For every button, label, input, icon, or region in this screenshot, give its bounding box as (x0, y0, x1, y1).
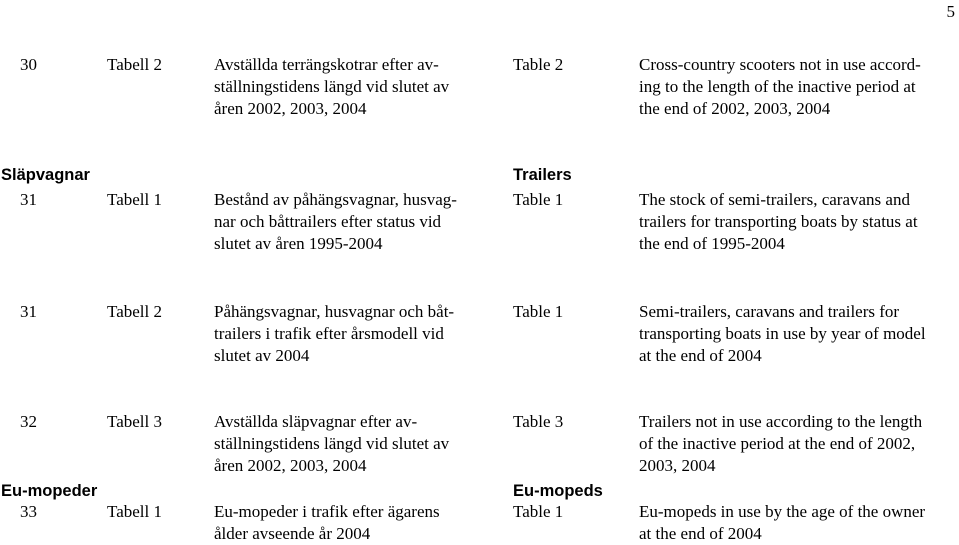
entry-page-number: 30 (20, 55, 37, 74)
entry-page-number: 31 (20, 302, 37, 321)
sv-title-line: åren 2002, 2003, 2004 (214, 456, 367, 475)
entry-page-number: 33 (20, 502, 37, 521)
sv-title-line: ålder avseende år 2004 (214, 524, 371, 543)
en-title-line: Trailers not in use according to the length (639, 412, 923, 431)
entry-page-number: 32 (20, 412, 37, 431)
entry-en-table-label: Table 1 (513, 502, 564, 521)
en-title-line: at the end of 2004 (639, 524, 762, 543)
entry-en-title (639, 54, 921, 120)
section-heading-en: Eu-mopeds (513, 482, 603, 500)
entry-en-title (639, 301, 926, 367)
sv-title-line: nar och båttrailers efter status vid (214, 212, 442, 231)
section-heading-sv: Släpvagnar (1, 166, 90, 184)
en-title-line: the end of 2002, 2003, 2004 (639, 99, 831, 118)
entry-sv-title (214, 411, 449, 477)
page-number: 5 (946, 2, 955, 21)
entry-sv-table-label: Tabell 1 (107, 502, 162, 521)
en-title-line: ing to the length of the inactive period at (639, 77, 916, 96)
entry-sv-table-label: Tabell 1 (107, 190, 162, 209)
sv-title-line: ställningstidens längd vid slutet av (214, 77, 450, 96)
section-heading-sv: Eu-mopeder (1, 482, 98, 500)
entry-en-title (639, 189, 918, 255)
en-title-line: Cross-country scooters not in use accord- (639, 55, 921, 74)
sv-title-line: ställningstidens längd vid slutet av (214, 434, 450, 453)
en-title-line: of the inactive period at the end of 2002, (639, 434, 916, 453)
entry-sv-table-label: Tabell 3 (107, 412, 162, 431)
entry-en-table-label: Table 2 (513, 55, 564, 74)
en-title-line: The stock of semi-trailers, caravans and (639, 190, 910, 209)
en-title-line: trailers for transporting boats by status at (639, 212, 918, 231)
sv-title-line: åren 2002, 2003, 2004 (214, 99, 367, 118)
entry-en-title (639, 501, 925, 545)
entry-en-title (639, 411, 922, 477)
entry-page-number: 31 (20, 190, 37, 209)
sv-title-line: Bestånd av påhängsvagnar, husvag- (214, 190, 457, 209)
entry-en-table-label: Table 1 (513, 302, 564, 321)
sv-title-line: Avställda släpvagnar efter av- (214, 412, 418, 431)
entry-sv-title (214, 301, 454, 367)
entry-sv-table-label: Tabell 2 (107, 55, 162, 74)
entry-en-table-label: Table 3 (513, 412, 564, 431)
en-title-line: 2003, 2004 (639, 456, 716, 475)
sv-title-line: trailers i trafik efter årsmodell vid (214, 324, 444, 343)
entry-sv-title (214, 189, 457, 255)
section-heading-en: Trailers (513, 166, 572, 184)
en-title-line: transporting boats in use by year of model (639, 324, 926, 343)
sv-title-line: Avställda terrängskotrar efter av- (214, 55, 439, 74)
sv-title-line: slutet av åren 1995-2004 (214, 234, 383, 253)
sv-title-line: Eu-mopeder i trafik efter ägarens (214, 502, 440, 521)
en-title-line: at the end of 2004 (639, 346, 762, 365)
en-title-line: Semi-trailers, caravans and trailers for (639, 302, 900, 321)
entry-sv-table-label: Tabell 2 (107, 302, 162, 321)
en-title-line: Eu-mopeds in use by the age of the owner (639, 502, 926, 521)
sv-title-line: Påhängsvagnar, husvagnar och båt- (214, 302, 455, 321)
en-title-line: the end of 1995-2004 (639, 234, 785, 253)
sv-title-line: slutet av 2004 (214, 346, 310, 365)
entry-en-table-label: Table 1 (513, 190, 564, 209)
entry-sv-title (214, 54, 449, 120)
entry-sv-title (214, 501, 440, 545)
